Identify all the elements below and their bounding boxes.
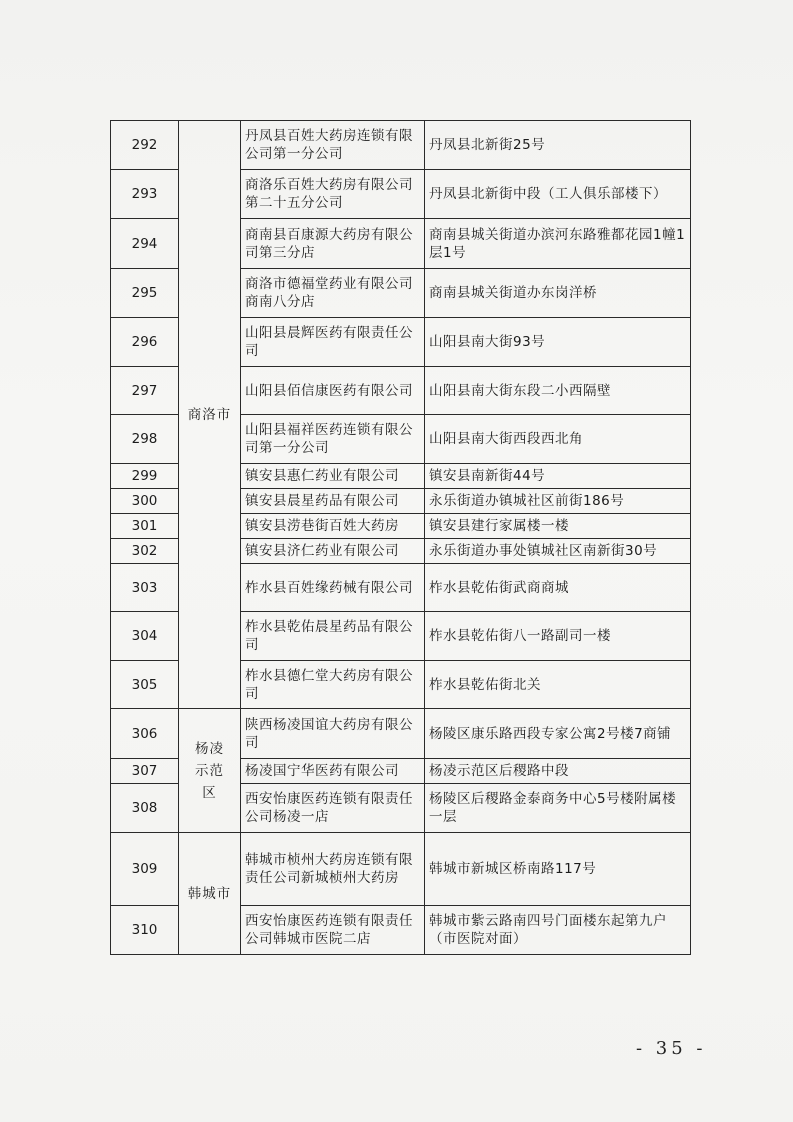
row-number: 305: [111, 661, 179, 709]
pharmacy-name: 镇安县济仁药业有限公司: [241, 539, 425, 564]
page-number: - 35 -: [636, 1038, 707, 1059]
pharmacy-name: 山阳县福祥医药连锁有限公司第一分公司: [241, 415, 425, 464]
pharmacy-address: 韩城市紫云路南四号门面楼东起第九户（市医院对面）: [425, 906, 691, 955]
row-number: 307: [111, 759, 179, 784]
city-cell: [179, 709, 241, 833]
pharmacy-name: 韩城市桢州大药房连锁有限责任公司新城桢州大药房: [241, 833, 425, 906]
row-number: 296: [111, 318, 179, 367]
row-number: 299: [111, 464, 179, 489]
row-number: 301: [111, 514, 179, 539]
row-number: 295: [111, 269, 179, 318]
row-number: 294: [111, 219, 179, 269]
pharmacy-name: 商洛乐百姓大药房有限公司第二十五分公司: [241, 170, 425, 219]
pharmacy-address: 杨陵区后稷路金泰商务中心5号楼附属楼一层: [425, 784, 691, 833]
pharmacy-name: 西安怡康医药连锁有限责任公司杨凌一店: [241, 784, 425, 833]
pharmacy-name: 山阳县佰信康医药有限公司: [241, 367, 425, 415]
row-number: 292: [111, 121, 179, 170]
pharmacy-address: 山阳县南大街93号: [425, 318, 691, 367]
pharmacy-name: 西安怡康医药连锁有限责任公司韩城市医院二店: [241, 906, 425, 955]
pharmacy-address: 丹凤县北新街25号: [425, 121, 691, 170]
table-row: [111, 121, 691, 170]
city-cell: [179, 121, 241, 709]
pharmacy-address: 商南县城关街道办东岗洋桥: [425, 269, 691, 318]
pharmacy-address: 柞水县乾佑街武商商城: [425, 564, 691, 612]
row-number: 306: [111, 709, 179, 759]
pharmacy-address: 柞水县乾佑街北关: [425, 661, 691, 709]
city-label: 商洛市: [187, 406, 232, 423]
pharmacy-name: 商南县百康源大药房有限公司第三分店: [241, 219, 425, 269]
pharmacy-table: [110, 120, 691, 955]
pharmacy-address: 镇安县南新街44号: [425, 464, 691, 489]
pharmacy-name: 镇安县惠仁药业有限公司: [241, 464, 425, 489]
pharmacy-address: 山阳县南大街东段二小西隔壁: [425, 367, 691, 415]
pharmacy-name: 镇安县晨星药品有限公司: [241, 489, 425, 514]
row-number: 303: [111, 564, 179, 612]
row-number: 308: [111, 784, 179, 833]
pharmacy-name: 柞水县百姓缘药械有限公司: [241, 564, 425, 612]
pharmacy-address: 镇安县建行家属楼一楼: [425, 514, 691, 539]
pharmacy-address: 山阳县南大街西段西北角: [425, 415, 691, 464]
row-number: 310: [111, 906, 179, 955]
city-label: 杨凌示范区: [195, 740, 224, 801]
row-number: 304: [111, 612, 179, 661]
table-row: [111, 709, 691, 759]
pharmacy-name: 陕西杨凌国谊大药房有限公司: [241, 709, 425, 759]
table-row: [111, 833, 691, 906]
pharmacy-address: 永乐街道办事处镇城社区南新街30号: [425, 539, 691, 564]
pharmacy-address: 永乐街道办镇城社区前街186号: [425, 489, 691, 514]
pharmacy-name: 镇安县涝巷街百姓大药房: [241, 514, 425, 539]
pharmacy-name: 山阳县晨辉医药有限责任公司: [241, 318, 425, 367]
pharmacy-address: 杨凌示范区后稷路中段: [425, 759, 691, 784]
row-number: 300: [111, 489, 179, 514]
pharmacy-address: 韩城市新城区桥南路117号: [425, 833, 691, 906]
pharmacy-name: 杨凌国宁华医药有限公司: [241, 759, 425, 784]
pharmacy-address: 柞水县乾佑街八一路副司一楼: [425, 612, 691, 661]
pharmacy-name: 柞水县德仁堂大药房有限公司: [241, 661, 425, 709]
pharmacy-name: 丹凤县百姓大药房连锁有限公司第一分公司: [241, 121, 425, 170]
row-number: 309: [111, 833, 179, 906]
pharmacy-address: 商南县城关街道办滨河东路雅都花园1幢1层1号: [425, 219, 691, 269]
row-number: 298: [111, 415, 179, 464]
table-body: [111, 121, 691, 955]
row-number: 293: [111, 170, 179, 219]
pharmacy-name: 柞水县乾佑晨星药品有限公司: [241, 612, 425, 661]
pharmacy-address: 丹凤县北新街中段（工人俱乐部楼下）: [425, 170, 691, 219]
city-cell: [179, 833, 241, 955]
row-number: 297: [111, 367, 179, 415]
pharmacy-name: 商洛市德福堂药业有限公司商南八分店: [241, 269, 425, 318]
pharmacy-address: 杨陵区康乐路西段专家公寓2号楼7商铺: [425, 709, 691, 759]
city-label: 韩城市: [187, 885, 232, 902]
row-number: 302: [111, 539, 179, 564]
